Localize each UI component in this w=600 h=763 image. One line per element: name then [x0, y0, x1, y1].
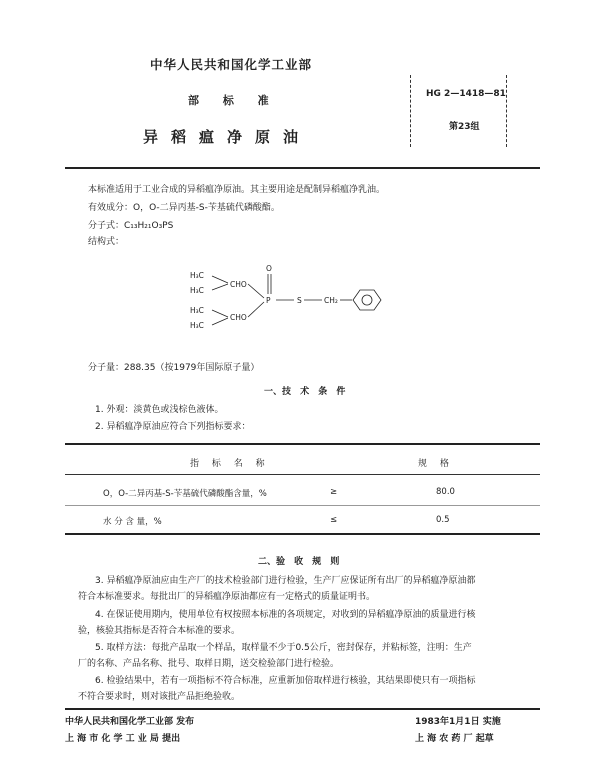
scope-text: 本标准适用于工业合成的异稻瘟净原油。其主要用途是配制异稻瘟净乳油。 — [88, 185, 386, 195]
standard-code-box — [410, 75, 507, 147]
isopropoxy-label-1: CHO — [230, 280, 247, 289]
standard-group: 第23组 — [449, 122, 480, 132]
rule-4-line-1: 4. 在保证使用期内，使用单位有权按照本标准的各项规定，对收到的异稻瘟净原油的质量进行核 — [95, 610, 476, 620]
bond-ch3-3 — [212, 310, 228, 317]
methyl-label-1: H₃C — [190, 271, 204, 280]
standard-level: 部 标 准 — [188, 94, 269, 107]
benzene-inner-circle — [362, 295, 372, 305]
bond-cho-p-1 — [248, 284, 264, 298]
oxygen-label: O — [266, 264, 272, 273]
bond-ch3-1 — [212, 276, 228, 283]
footer-effective-date: 1983年1月1日 实施 — [415, 717, 501, 727]
issuing-ministry: 中华人民共和国化学工业部 — [150, 57, 313, 72]
active-ingredient-text: 有效成分：O，O-二异丙基-S-苄基硫代磷酸酯。 — [88, 203, 280, 213]
bond-cho-p-2 — [248, 302, 264, 317]
structure-label: 结构式： — [88, 237, 125, 247]
rule-6-line-2: 不符合要求时，则对该批产品拒绝验收。 — [78, 692, 241, 702]
methyl-label-2: H₃C — [190, 286, 204, 295]
isopropoxy-label-2: CHO — [230, 313, 247, 322]
phosphorus-label: P — [266, 296, 271, 305]
table-header-indicator: 指 标 名 称 — [190, 459, 265, 469]
section-technical-conditions: 一、技 术 条 件 — [264, 387, 346, 397]
table-row-divider — [65, 505, 540, 506]
rule-5-line-1: 5. 取样方法：每批产品取一个样品，取样量不少于0.5公斤，密封保存，并粘标签，注明：生产 — [95, 643, 472, 653]
benzene-ring — [353, 290, 381, 310]
methyl-label-3: H₃C — [190, 306, 204, 315]
footer-drafter: 上 海 农 药 厂 起草 — [415, 734, 494, 744]
table-row-2-value: 0.5 — [436, 515, 450, 525]
rule-5-line-2: 厂的名称、产品名称、批号、取样日期，送交检验部门进行检验。 — [78, 659, 340, 669]
methylene-label: CH₂ — [324, 296, 338, 305]
table-row-2-name: 水 分 含 量，% — [103, 517, 162, 527]
indicator-requirement-intro: 2. 异稻瘟净原油应符合下列指标要求： — [95, 422, 251, 432]
rule-3-line-1: 3. 异稻瘟净原油应由生产厂的技术检验部门进行检验，生产厂应保证所有出厂的异稻瘟净原油都 — [95, 576, 476, 586]
bond-ch3-4 — [212, 318, 228, 325]
header-divider — [65, 167, 540, 169]
methyl-label-4: H₃C — [190, 321, 204, 330]
table-row-2-operator: ≤ — [330, 515, 338, 525]
footer-proposer: 上 海 市 化 学 工 业 局 提出 — [65, 734, 181, 744]
rule-4-line-2: 验，核验其指标是否符合本标准的要求。 — [78, 626, 241, 636]
rule-6-line-1: 6. 检验结果中，若有一项指标不符合标准，应重新加倍取样进行核验，其结果即使只有一项指标 — [95, 676, 476, 686]
page-title: 异稻瘟净原油 — [143, 128, 312, 146]
structural-formula — [190, 258, 420, 338]
standard-code: HG 2—1418—81 — [426, 89, 506, 99]
molecular-weight-text: 分子量：288.35（按1979年国际原子量） — [88, 363, 260, 373]
table-header-rule — [65, 474, 540, 475]
table-row-1-name: O，O-二异丙基-S-苄基硫代磷酸酯含量，% — [103, 489, 267, 499]
table-row-1-value: 80.0 — [436, 487, 455, 497]
table-bottom-rule — [65, 533, 540, 535]
appearance-requirement: 1. 外观：淡黄色或浅棕色液体。 — [95, 405, 224, 415]
table-header-spec: 规 格 — [418, 459, 449, 469]
rule-3-line-2: 符合本标准要求。每批出厂的异稻瘟净原油都应有一定格式的质量证明书。 — [78, 592, 376, 602]
sulfur-label: S — [297, 296, 302, 305]
bond-ch3-2 — [212, 284, 228, 290]
footer-issuer: 中华人民共和国化学工业部 发布 — [65, 717, 195, 727]
section-acceptance-rules: 二、验 收 规 则 — [258, 557, 340, 567]
table-row-1-operator: ≥ — [330, 487, 338, 497]
molecular-formula-text: 分子式：C₁₃H₂₁O₃PS — [88, 221, 174, 231]
table-top-rule — [65, 443, 540, 445]
footer-divider — [65, 708, 540, 710]
